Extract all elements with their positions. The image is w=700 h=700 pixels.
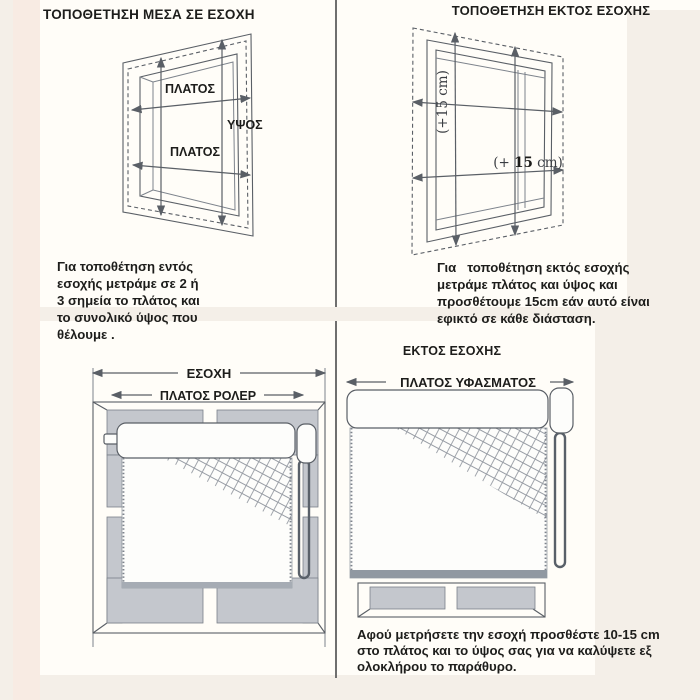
width-plus-prefix: (+ [493,155,515,171]
caption-line: εφικτό σε κάθε διάσταση. [437,311,596,326]
width-label-top: ΠΛΑΤΟΣ [165,82,215,96]
width-plus-suffix: cm) [532,155,563,171]
left-bracket [104,434,118,444]
right-bracket [297,424,316,463]
bottom-bar [350,570,547,578]
width-plus-label [493,155,563,171]
caption-line: Αφού μετρήσετε την εσοχή προσθέστε 10-15 cm [357,627,660,642]
divider-top [335,0,337,307]
title-outside-recess: ΤΟΠΟΘΕΤΗΣΗ ΕΚΤΟΣ ΕΣΟΧΗΣ [451,3,651,18]
window-frame [412,28,563,255]
caption-line: προσθέτουμε 15cm εάν αυτό είναι [437,294,650,309]
roller-outside-recess-drawing [340,365,600,625]
window-sill [358,583,545,617]
measurement-arrows [132,40,250,225]
caption-line: Για τοποθέτηση εντός [57,259,194,274]
height-plus-label: (+15 cm) [435,70,451,134]
roller-blind [347,388,573,578]
roller-tube [347,390,548,428]
caption-line: ολοκλήρου το παράθυρο. [357,658,517,674]
caption-line: στο πλάτος και το ύψος σας για να καλύψετε εξ [357,642,652,658]
bottom-bar [122,582,292,588]
window-frame [123,34,253,236]
roller-tube [117,423,295,458]
caption-line: Για τοποθέτηση εκτός εσοχής [437,260,630,275]
caption-line: 3 σημεία το πλάτος και [57,293,200,308]
window-outside-recess-drawing [405,26,570,259]
caption-line: θέλουμε . [57,327,115,342]
roller-in-recess-drawing [88,360,332,652]
caption-line: εσοχής μετράμε σε 2 ή [57,276,199,291]
right-bracket [550,388,573,433]
title-outside-recess-bottom: ΕΚΤΟΣ ΕΣΟΧΗΣ [402,344,502,358]
width-label-bottom: ΠΛΑΤΟΣ [170,145,220,159]
fabric-width-label: ΠΛΑΤΟΣ ΥΦΑΣΜΑΤΟΣ [400,375,536,390]
title-inside-recess: ΤΟΠΟΘΕΤΗΣΗ ΜΕΣΑ ΣΕ ΕΣΟΧΗ [43,7,255,22]
roller-width-label: ΠΛΑΤΟΣ ΡΟΛΕΡ [159,389,257,403]
caption-line: το συνολικό ύψος που [57,310,198,325]
width-plus-value: 15 [514,155,533,171]
caption-outside-recess [437,259,650,327]
roller-blind [104,423,316,588]
recess-label: ΕΣΟΧΗ [186,366,232,381]
caption-bottom [357,627,660,674]
height-label: ΥΨΟΣ [227,118,263,132]
caption-inside-recess [57,258,200,343]
chain-loop [555,433,565,567]
left-pink-strip [13,0,40,700]
caption-line: μετράμε πλάτος και ύψος και [437,277,618,292]
window-recess-perspective-drawing [103,28,275,245]
divider-bottom [335,321,337,678]
